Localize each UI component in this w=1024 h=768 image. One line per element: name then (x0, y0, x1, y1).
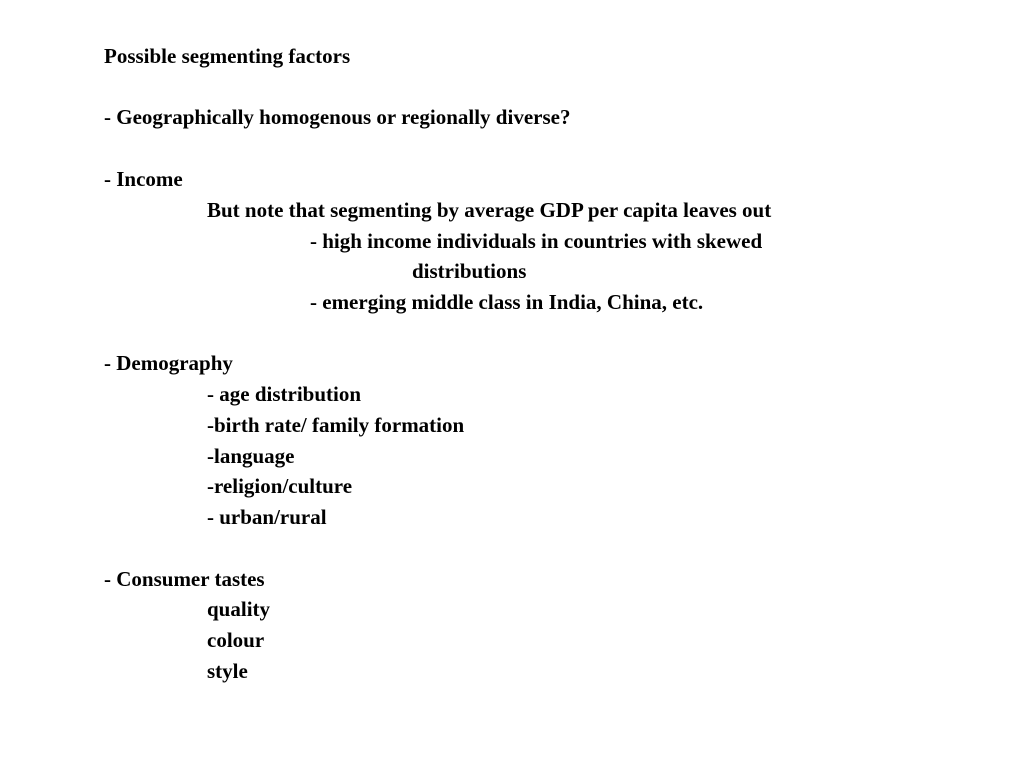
demography-item: -birth rate/ family formation (207, 413, 465, 437)
demography-item: - urban/rural (207, 505, 327, 529)
income-point-middle-class: - emerging middle class in India, China, etc. (310, 290, 704, 314)
consumer-tastes-item: colour (207, 628, 265, 652)
demography-item: -religion/culture (207, 474, 353, 498)
demography-item: - age distribution (207, 382, 362, 406)
income-heading: - Income (104, 167, 183, 191)
consumer-tastes-heading: - Consumer tastes (104, 567, 265, 591)
demography-item: -language (207, 444, 295, 468)
demography-heading: - Demography (104, 351, 233, 375)
geography-factor: - Geographically homogenous or regionally diverse? (104, 105, 571, 129)
income-point-high-income: - high income individuals in countries with skewed (310, 229, 763, 253)
income-point-high-income-continued: distributions (412, 259, 527, 283)
slide-title: Possible segmenting factors (104, 44, 351, 68)
consumer-tastes-item: style (207, 659, 248, 683)
income-note: But note that segmenting by average GDP per capita leaves out (207, 198, 772, 222)
consumer-tastes-item: quality (207, 597, 271, 621)
